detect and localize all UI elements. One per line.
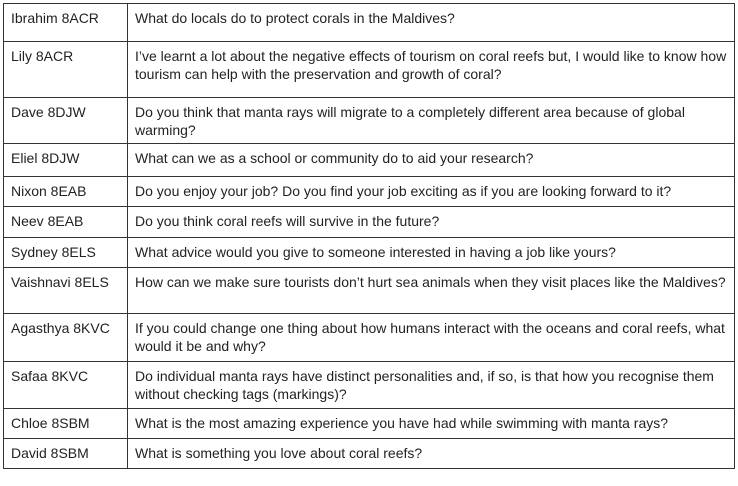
student-question: I’ve learnt a lot about the negative effects of tourism on coral reefs but, I would like to know how tourism can help with the preservation and growth of coral? (128, 42, 735, 98)
table-row (4, 207, 735, 238)
student-name: Sydney 8ELS (4, 238, 128, 268)
table-row (4, 42, 735, 98)
student-name: Safaa 8KVC (4, 362, 128, 409)
student-name: Chloe 8SBM (4, 409, 128, 439)
student-question: How can we make sure tourists don’t hurt sea animals when they visit places like the Maldives? (128, 268, 735, 314)
student-question: What is something you love about coral reefs? (128, 439, 735, 469)
student-name: David 8SBM (4, 439, 128, 469)
table-row (4, 439, 735, 469)
questions-table (3, 3, 735, 469)
table-row (4, 409, 735, 439)
student-question: If you could change one thing about how humans interact with the oceans and coral reefs, what would it be and why? (128, 314, 735, 362)
student-name: Dave 8DJW (4, 98, 128, 144)
student-question: What can we as a school or community do to aid your research? (128, 144, 735, 177)
student-name: Neev 8EAB (4, 207, 128, 238)
student-question: Do you enjoy your job? Do you find your job exciting as if you are looking forward to it? (128, 177, 735, 207)
student-question: What do locals do to protect corals in the Maldives? (128, 4, 735, 42)
table-row (4, 314, 735, 362)
table-row (4, 362, 735, 409)
student-question: Do you think coral reefs will survive in the future? (128, 207, 735, 238)
table-row (4, 144, 735, 177)
student-question: What advice would you give to someone interested in having a job like yours? (128, 238, 735, 268)
table-row (4, 98, 735, 144)
student-question: Do you think that manta rays will migrate to a completely different area because of global warming? (128, 98, 735, 144)
student-name: Vaishnavi 8ELS (4, 268, 128, 314)
student-name: Ibrahim 8ACR (4, 4, 128, 42)
table-row (4, 238, 735, 268)
student-question: What is the most amazing experience you have had while swimming with manta rays? (128, 409, 735, 439)
table-row (4, 268, 735, 314)
student-name: Agasthya 8KVC (4, 314, 128, 362)
student-question: Do individual manta rays have distinct personalities and, if so, is that how you recognise them without checking tags (markings)? (128, 362, 735, 409)
student-name: Lily 8ACR (4, 42, 128, 98)
table-row (4, 4, 735, 42)
table-row (4, 177, 735, 207)
student-name: Nixon 8EAB (4, 177, 128, 207)
student-name: Eliel 8DJW (4, 144, 128, 177)
